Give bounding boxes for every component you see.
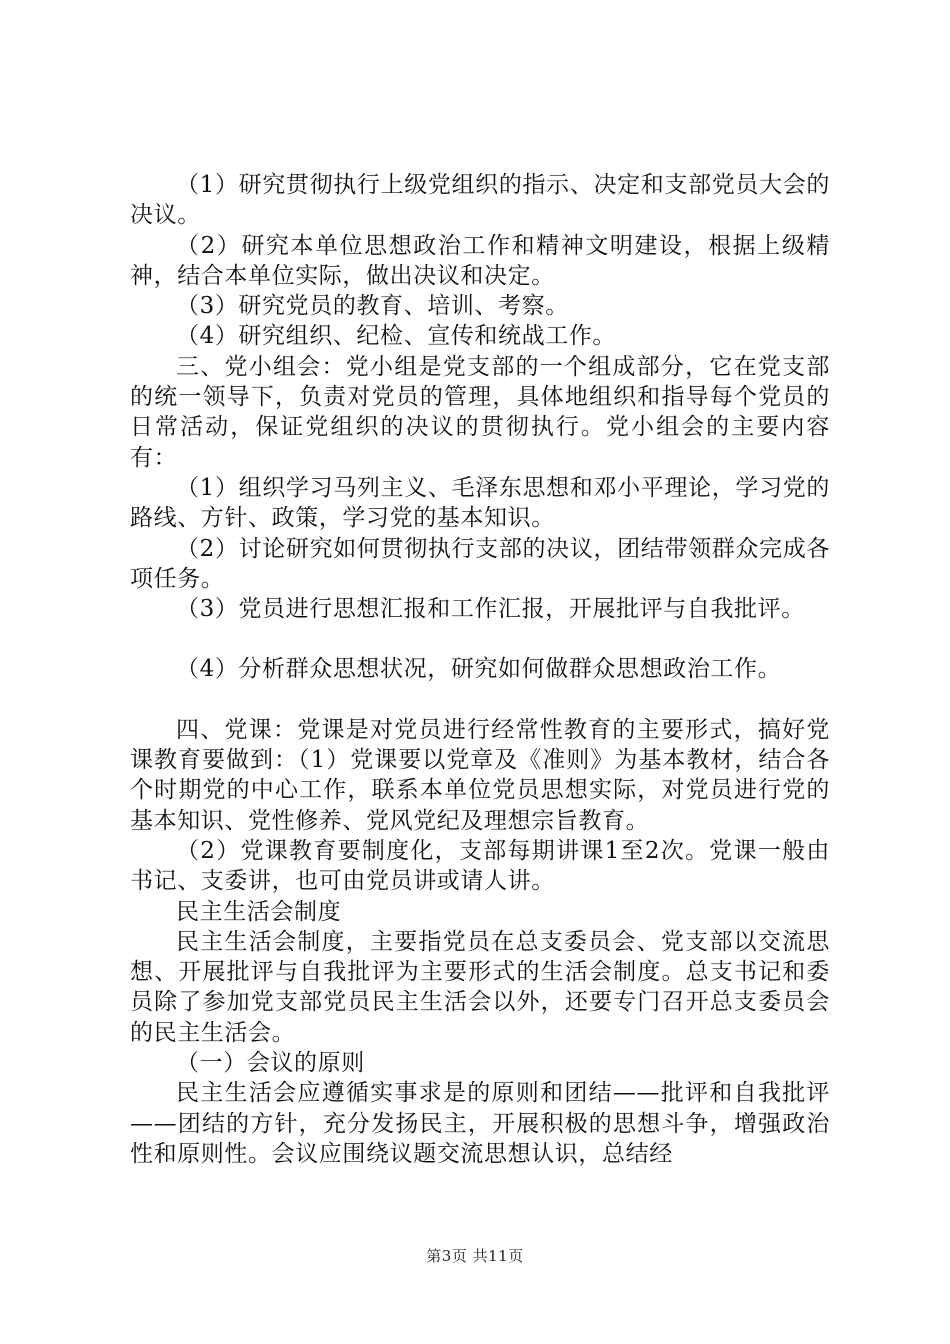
- paragraph-6: （1）组织学习马列主义、毛泽东思想和邓小平理论，学习党的路线、方针、政策，学习党的基本知识。: [130, 474, 830, 532]
- paragraph-13: 民主生活会制度，主要指党员在总支委员会、党支部以交流思想、开展批评与自我批评为主要形式的生活会制度。总支书记和委员除了参加党支部党员民主生活会以外，还要专门召开总支委员会的民主生活会。: [130, 928, 830, 1046]
- paragraph-4: （4）研究组织、纪检、宣传和统战工作。: [176, 323, 617, 350]
- paragraph-8: （3）党员进行思想汇报和工作汇报，开展批评与自我批评。: [176, 596, 805, 623]
- paragraph-2: （2）研究本单位思想政治工作和精神文明建设，根据上级精神，结合本单位实际，做出决议和决定。: [130, 232, 830, 289]
- subheading-meeting-principles: （一）会议的原则: [176, 1050, 365, 1077]
- paragraph-5: 三、党小组会：党小组是党支部的一个组成部分，它在党支部的统一领导下，负责对党员的管理，具体地组织和指导每个党员的日常活动，保证党组织的决议的贯彻执行。党小组会的主要内容有：: [130, 353, 830, 471]
- paragraph-15: 民主生活会应遵循实事求是的原则和团结——批评和自我批评——团结的方针，充分发扬民主，开展积极的思想斗争，增强政治性和原则性。会议应围绕议题交流思想认识，总结经: [130, 1080, 830, 1167]
- section-heading-democratic-life: 民主生活会制度: [176, 898, 342, 925]
- paragraph-3: （3）研究党员的教育、培训、考察。: [176, 293, 569, 320]
- paragraph-10: 四、党课：党课是对党员进行经常性教育的主要形式，搞好党课教育要做到：（1）党课要以党章及《准则》为基本教材，结合各个时期党的中心工作，联系本单位党员思想实际，对党员进行党的基本知识、党性修养、党风党纪及理想宗旨教育。: [130, 716, 830, 834]
- paragraph-11: （2）党课教育要制度化，支部每期讲课1至2次。党课一般由书记、支委讲，也可由党员讲或请人讲。: [130, 837, 830, 895]
- page-number-footer: 第3页 共11页: [426, 1247, 524, 1265]
- document-body: [130, 170, 830, 1169]
- paragraph-7: （2）讨论研究如何贯彻执行支部的决议，团结带领群众完成各项任务。: [130, 535, 830, 592]
- paragraph-1: （1）研究贯彻执行上级党组织的指示、决定和支部党员大会的决议。: [130, 172, 830, 229]
- paragraph-9: （4）分析群众思想状况，研究如何做群众思想政治工作。: [176, 656, 782, 683]
